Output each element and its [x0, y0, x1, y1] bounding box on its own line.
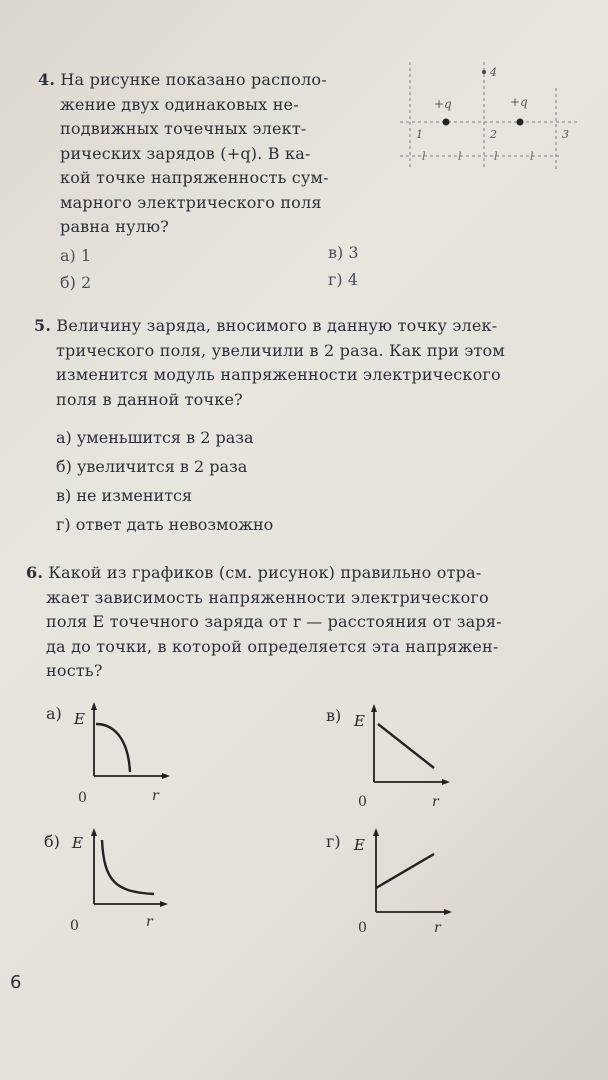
question-5-option-g[interactable]: г) ответ дать невозможно: [56, 515, 274, 534]
point-4-dot: [482, 70, 486, 74]
question-5-line-4: поля в данной точке?: [56, 389, 243, 409]
graph-b-y-arrow: [91, 828, 97, 836]
graph-v-y-label: E: [354, 712, 365, 730]
graph-b-label[interactable]: б): [44, 832, 60, 851]
question-5-line-3: изменится модуль напряженности электрического: [56, 365, 501, 384]
graph-v-label[interactable]: в): [326, 706, 342, 725]
question-6-line-3: поля E точечного заряда от r — расстояния от заря-: [46, 612, 502, 631]
page-number: 6: [10, 972, 22, 993]
question-4-line-1: 4. На рисунке показано располо-: [38, 70, 327, 89]
graph-g-label[interactable]: г): [326, 832, 341, 851]
graph-v-curve: [378, 724, 434, 768]
question-4-option-b[interactable]: б) 2: [60, 273, 92, 292]
graph-a-y-arrow: [91, 702, 97, 710]
graph-v-origin: 0: [358, 794, 367, 810]
graph-a-x-label: r: [152, 788, 159, 804]
scale-mark-1: l: [422, 150, 426, 163]
scale-mark-4: l: [530, 150, 534, 163]
question-4-line-5: кой точке напряженность сум-: [60, 168, 329, 187]
graph-g-y-arrow: [373, 828, 379, 836]
graph-g-origin: 0: [358, 920, 367, 934]
question-4-number: 4.: [38, 70, 56, 89]
charge-1-dot: [443, 119, 450, 126]
question-4-option-a[interactable]: а) 1: [60, 246, 92, 265]
point-2-label: 2: [490, 128, 497, 141]
question-5-option-b[interactable]: б) увеличится в 2 раза: [56, 457, 248, 476]
question-4-line-7: равна нулю?: [60, 217, 170, 236]
graph-g-y-label: E: [354, 836, 365, 854]
graph-b[interactable]: [66, 822, 176, 934]
question-5-line-1: 5. Величину заряда, вносимого в данную точку элек-: [34, 316, 498, 335]
question-4-charges-figure: [396, 58, 582, 176]
point-1-label: 1: [416, 128, 423, 141]
question-5-number: 5.: [34, 316, 52, 335]
graph-b-origin: 0: [70, 918, 79, 934]
graph-v-x-arrow: [442, 779, 450, 785]
charge-1-label: +q: [434, 97, 452, 111]
question-6-line-4: да до точки, в которой определяется эта напряжен-: [46, 636, 499, 656]
graph-a-origin: 0: [78, 790, 87, 806]
question-4-line-2: жение двух одинаковых не-: [60, 94, 299, 114]
question-5-text: [34, 314, 594, 412]
graph-g-curve: [376, 854, 434, 888]
question-6-text: [26, 561, 598, 684]
question-6-line-1: 6. Какой из графиков (см. рисунок) правильно отра-: [26, 563, 482, 582]
charge-2-dot: [517, 119, 524, 126]
scale-mark-3: l: [494, 150, 498, 163]
question-4-line-3: подвижных точечных элект-: [60, 119, 307, 138]
graph-g-x-arrow: [444, 909, 452, 915]
graph-a-x-arrow: [162, 773, 170, 779]
question-6-number: 6.: [26, 563, 44, 582]
question-4-option-v[interactable]: в) 3: [328, 243, 359, 262]
graph-b-x-arrow: [160, 901, 168, 907]
charge-2-label: +q: [510, 95, 528, 109]
graph-a-label[interactable]: а): [46, 704, 62, 723]
graph-a[interactable]: [68, 700, 178, 812]
question-5-option-v[interactable]: в) не изменится: [56, 486, 193, 505]
point-3-label: 3: [562, 128, 569, 141]
graph-v-x-label: r: [432, 794, 439, 810]
question-6-line-2: жает зависимость напряженности электрического: [46, 587, 489, 607]
question-4-line-6: марного электрического поля: [60, 192, 322, 212]
graph-g-x-label: r: [434, 920, 441, 934]
graph-g[interactable]: [350, 822, 460, 934]
graph-a-y-label: E: [74, 710, 85, 728]
graph-v[interactable]: [348, 700, 458, 812]
question-5-line-2: трического поля, увеличили в 2 раза. Как при этом: [56, 340, 506, 360]
question-4-line-4: рических зарядов (+q). В ка-: [60, 143, 311, 163]
graph-v-y-arrow: [371, 704, 377, 712]
graph-b-y-label: E: [72, 834, 83, 852]
graph-a-curve: [96, 724, 130, 772]
question-4-text: [38, 68, 368, 240]
scale-mark-2: l: [458, 150, 462, 163]
question-5-option-a[interactable]: а) уменьшится в 2 раза: [56, 428, 254, 447]
question-4-option-g[interactable]: г) 4: [328, 270, 358, 289]
question-6-line-5: ность?: [46, 661, 103, 680]
graph-b-curve: [102, 840, 154, 894]
point-4-label: 4: [490, 66, 497, 79]
graph-b-x-label: r: [146, 914, 153, 930]
